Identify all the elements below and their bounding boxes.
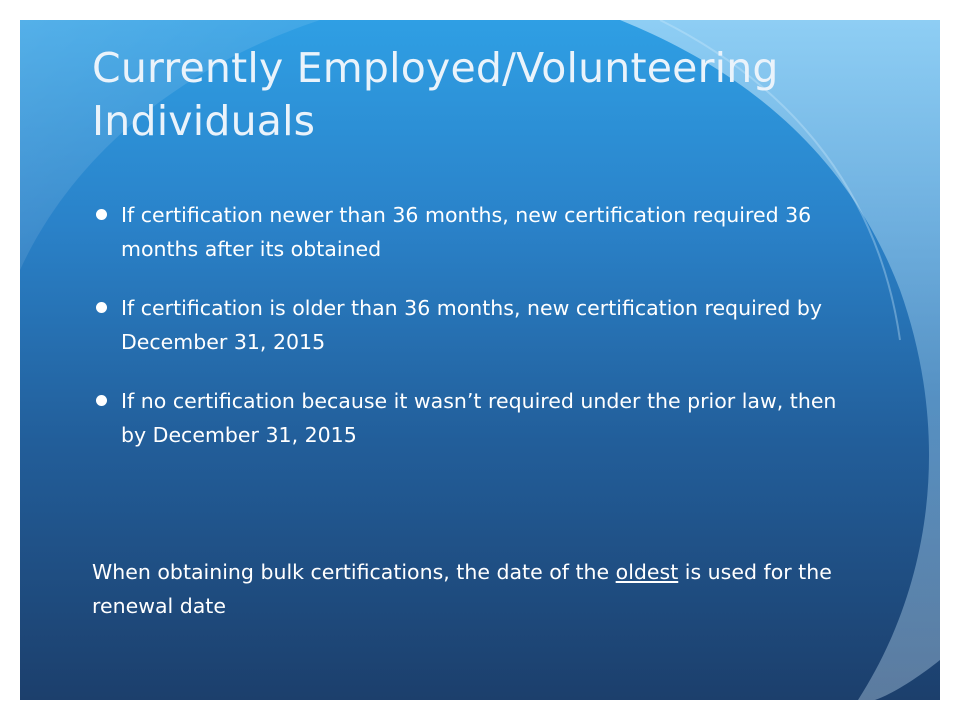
- slide-panel: [20, 20, 940, 700]
- bullet-text: If certification is older than 36 months, new certification required by December 31, 2015: [121, 296, 823, 354]
- note-text-end: is used for the renewal date: [92, 560, 832, 618]
- bullet-item: [92, 198, 862, 266]
- renewal-note: [92, 555, 882, 623]
- bullet-item: [92, 291, 862, 359]
- bullet-item: [92, 384, 862, 452]
- bullet-icon: [96, 395, 107, 406]
- bullet-icon: [96, 302, 107, 313]
- note-text-start: When obtaining bulk certifications, the date of the: [92, 560, 616, 584]
- slide-title: Currently Employed/Volunteering Individuals: [92, 44, 779, 145]
- bullet-list: [92, 198, 862, 477]
- bullet-icon: [96, 209, 107, 220]
- bullet-text: If certification newer than 36 months, new certification required 36 months after its obtained: [121, 203, 812, 261]
- note-emphasis-oldest: oldest: [615, 560, 679, 584]
- bullet-text: If no certification because it wasn’t required under the prior law, then by December 31, 2015: [121, 389, 837, 447]
